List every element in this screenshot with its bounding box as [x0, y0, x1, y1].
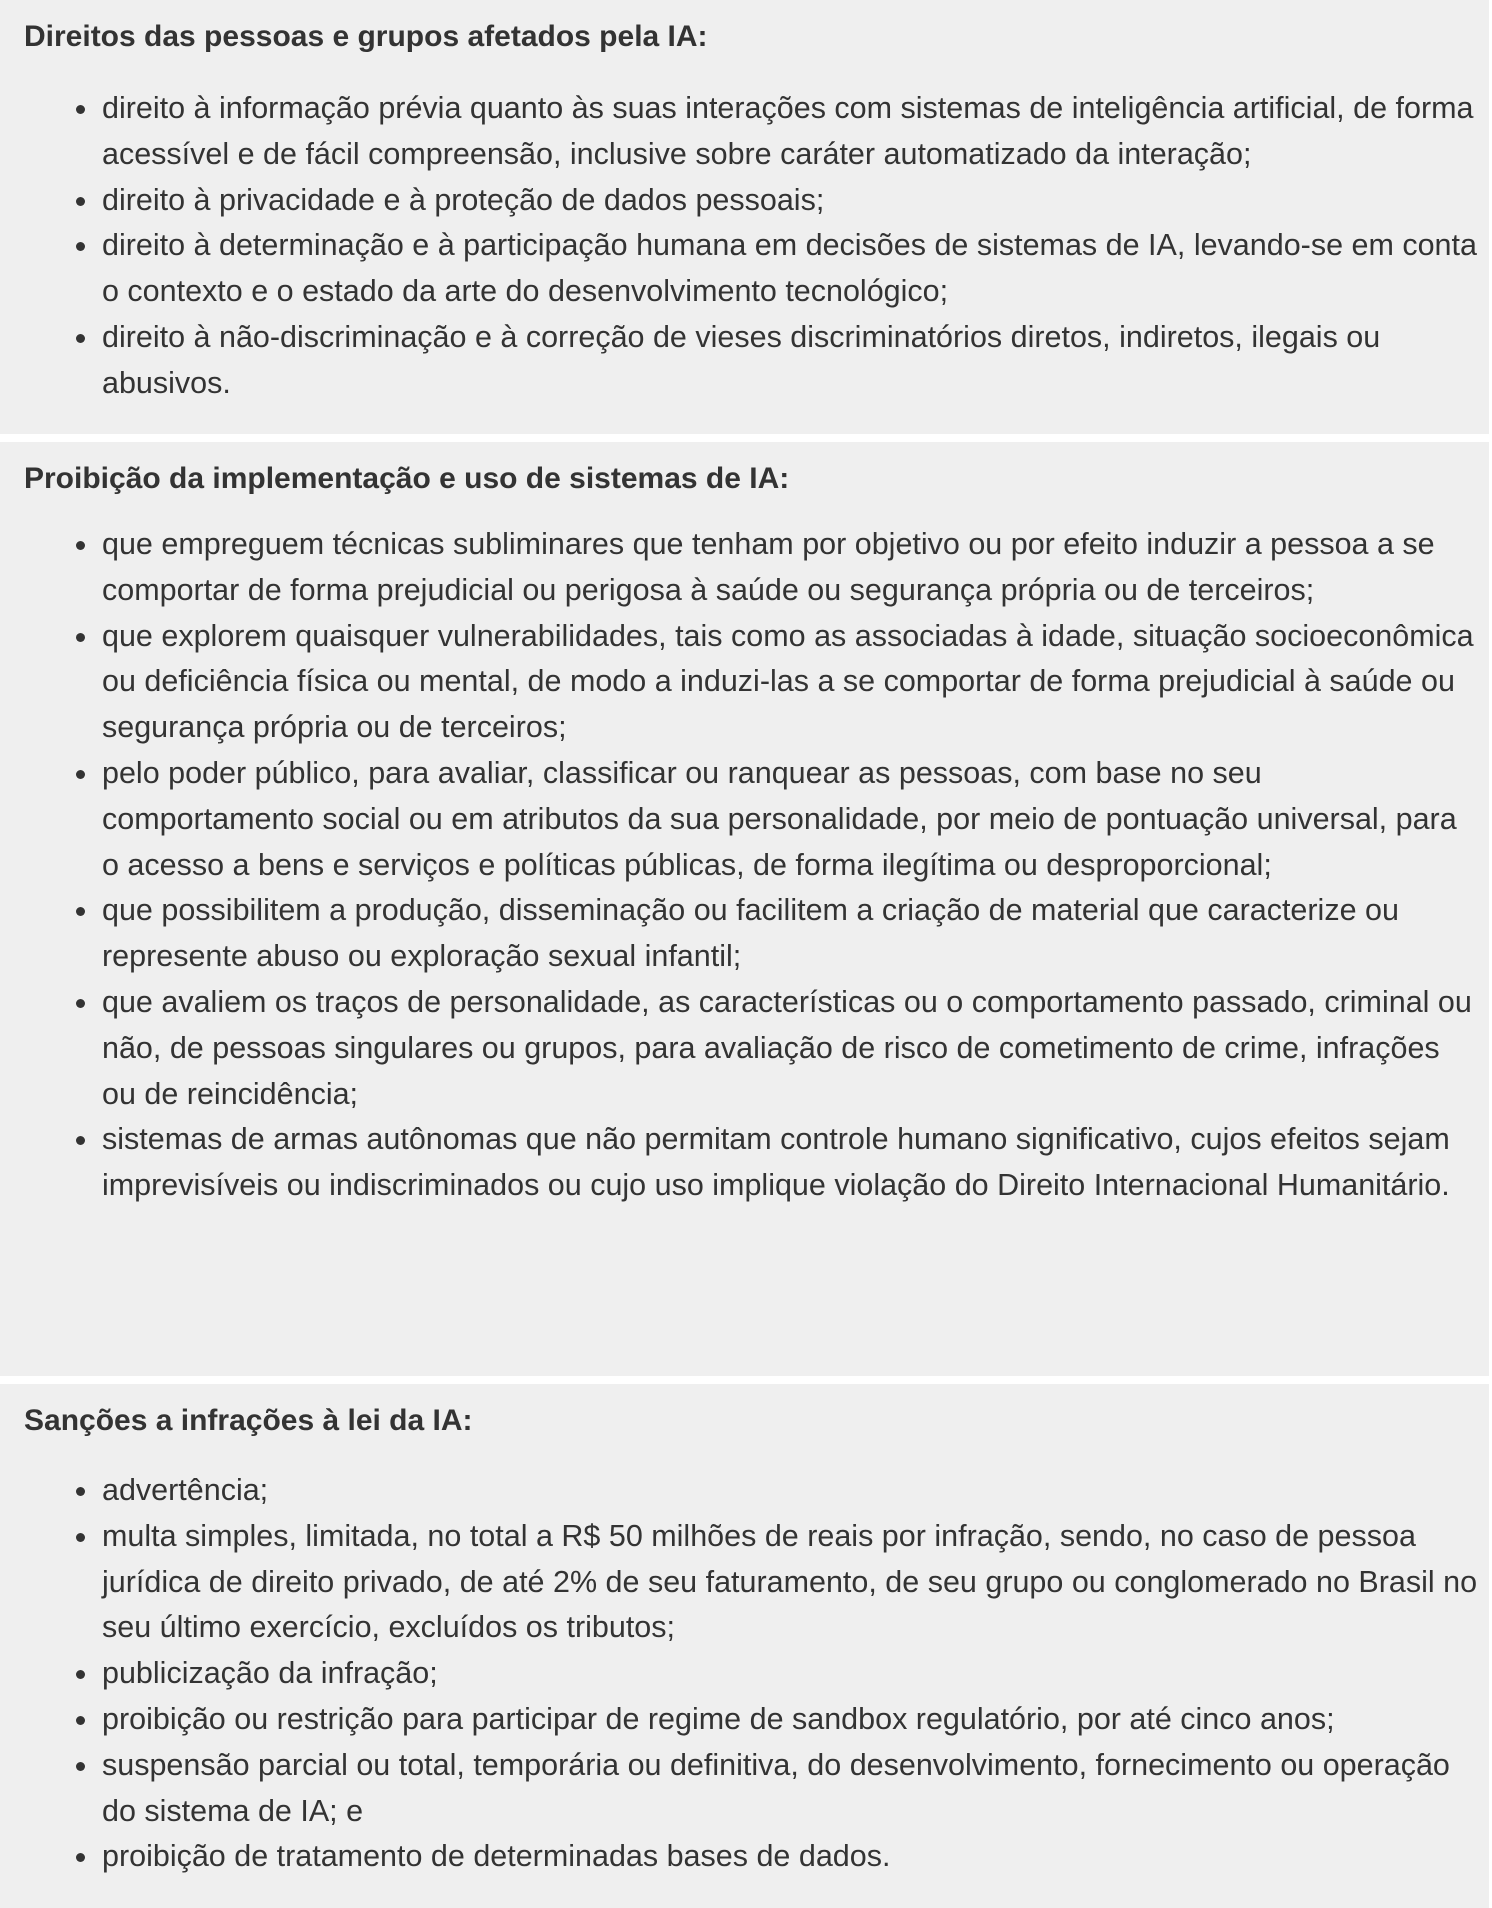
prohibitions-list: [24, 522, 1489, 1209]
list-item: pelo poder público, para avaliar, classificar ou ranquear as pessoas, com base no seu comportamento social ou em atributos da sua personalidade, por meio de pontuação universal, para o acesso a bens e serviços e políticas públicas, de forma ilegítima ou desproporcional;: [24, 751, 1489, 888]
list-item: direito à informação prévia quanto às suas interações com sistemas de inteligência artificial, de forma acessível e de fácil compreensão, inclusive sobre caráter automatizado da interação;: [24, 86, 1489, 178]
list-item: multa simples, limitada, no total a R$ 50 milhões de reais por infração, sendo, no caso de pessoa jurídica de direito privado, de até 2% de seu faturamento, de seu grupo ou conglomerado no Brasil no seu último exercício, excluídos os tributos;: [24, 1514, 1489, 1651]
list-item: suspensão parcial ou total, temporária ou definitiva, do desenvolvimento, fornecimento ou operação do sistema de IA; e: [24, 1743, 1489, 1835]
section-rights: [0, 0, 1489, 434]
section-prohibitions: [0, 442, 1489, 1376]
section-title: Proibição da implementação e uso de sistemas de IA:: [24, 462, 790, 495]
list-item: proibição de tratamento de determinadas bases de dados.: [24, 1834, 1489, 1880]
rights-list: [24, 86, 1489, 407]
section-sanctions: [0, 1384, 1489, 1908]
list-item: direito à não-discriminação e à correção de vieses discriminatórios diretos, indiretos, ilegais ou abusivos.: [24, 315, 1489, 407]
list-item: proibição ou restrição para participar de regime de sandbox regulatório, por até cinco anos;: [24, 1697, 1489, 1743]
list-item: direito à privacidade e à proteção de dados pessoais;: [24, 178, 1489, 224]
section-title: Direitos das pessoas e grupos afetados pela IA:: [24, 20, 708, 53]
list-item: que possibilitem a produção, disseminação ou facilitem a criação de material que caracterize ou represente abuso ou exploração sexual infantil;: [24, 888, 1489, 980]
list-item: publicização da infração;: [24, 1651, 1489, 1697]
list-item: advertência;: [24, 1468, 1489, 1514]
list-item: sistemas de armas autônomas que não permitam controle humano significativo, cujos efeitos sejam imprevisíveis ou indiscriminados ou cujo uso implique violação do Direito Internacional Humanitário.: [24, 1117, 1489, 1209]
list-item: que avaliem os traços de personalidade, as características ou o comportamento passado, criminal ou não, de pessoas singulares ou grupos, para avaliação de risco de cometimento de crime, infrações ou de reincidência;: [24, 980, 1489, 1117]
list-item: direito à determinação e à participação humana em decisões de sistemas de IA, levando-se em conta o contexto e o estado da arte do desenvolvimento tecnológico;: [24, 223, 1489, 315]
list-item: que empreguem técnicas subliminares que tenham por objetivo ou por efeito induzir a pessoa a se comportar de forma prejudicial ou perigosa à saúde ou segurança própria ou de terceiros;: [24, 522, 1489, 614]
section-title: Sanções a infrações à lei da IA:: [24, 1404, 473, 1437]
sanctions-list: [24, 1468, 1489, 1880]
list-item: que explorem quaisquer vulnerabilidades, tais como as associadas à idade, situação socioeconômica ou deficiência física ou mental, de modo a induzi-las a se comportar de forma prejudicial à saúde ou segurança própria ou de terceiros;: [24, 614, 1489, 751]
